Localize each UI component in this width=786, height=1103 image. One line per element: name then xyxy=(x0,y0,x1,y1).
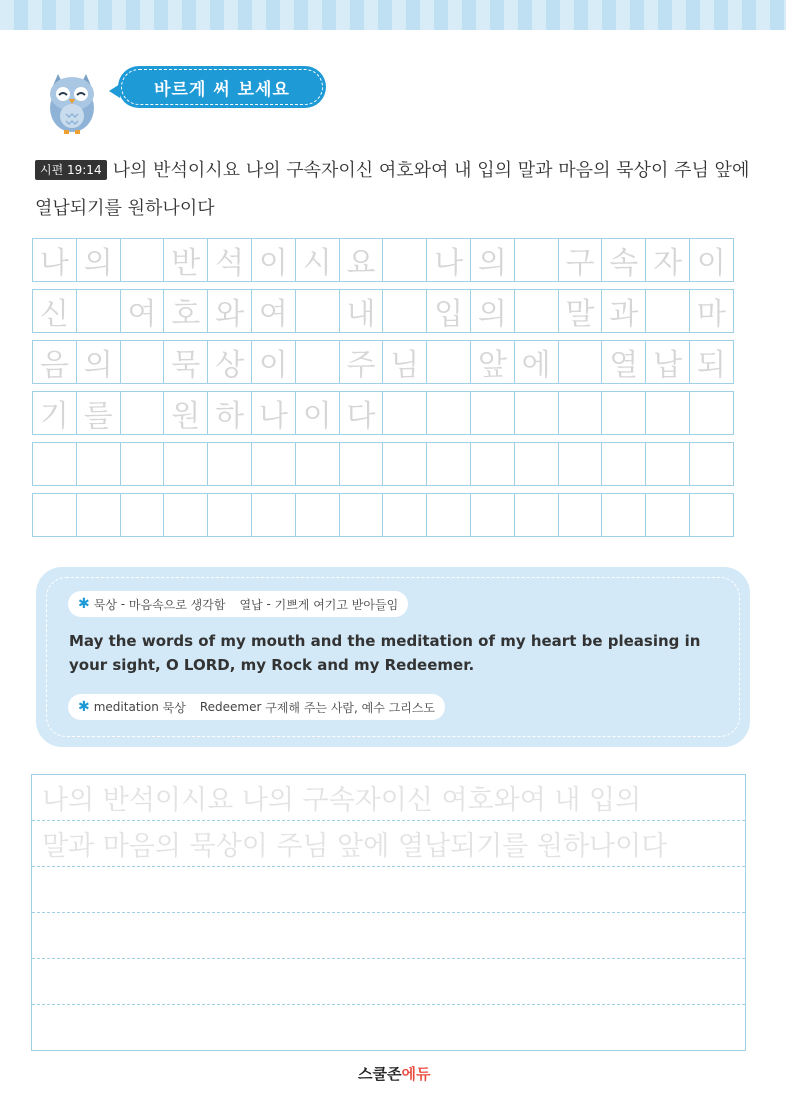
writing-line[interactable] xyxy=(32,867,745,913)
grid-cell[interactable] xyxy=(514,391,559,435)
grid-cell[interactable] xyxy=(426,442,471,486)
grid-cell[interactable] xyxy=(689,391,734,435)
grid-row xyxy=(32,493,733,537)
grid-cell[interactable]: 납 xyxy=(645,340,690,384)
grid-cell[interactable] xyxy=(32,442,77,486)
grid-cell[interactable]: 입 xyxy=(426,289,471,333)
grid-cell[interactable] xyxy=(120,442,165,486)
grid-cell[interactable] xyxy=(295,493,340,537)
grid-cell[interactable]: 의 xyxy=(470,289,515,333)
grid-cell[interactable] xyxy=(601,493,646,537)
grid-cell[interactable] xyxy=(382,442,427,486)
writing-line[interactable]: 나의 반석이시요 나의 구속자이신 여호와여 내 입의 xyxy=(32,775,745,821)
grid-row xyxy=(32,340,733,384)
grid-cell[interactable] xyxy=(120,391,165,435)
grid-row xyxy=(32,391,733,435)
grid-cell[interactable]: 호 xyxy=(163,289,208,333)
grid-cell[interactable]: 과 xyxy=(601,289,646,333)
grid-cell[interactable]: 음 xyxy=(32,340,77,384)
grid-cell[interactable] xyxy=(295,340,340,384)
grid-cell[interactable]: 나 xyxy=(32,238,77,282)
grid-cell[interactable] xyxy=(76,442,121,486)
grid-cell[interactable]: 요 xyxy=(339,238,384,282)
grid-cell[interactable]: 자 xyxy=(645,238,690,282)
verse-text: 나의 반석이시요 나의 구속자이신 여호와여 내 입의 말과 마음의 묵상이 주님 앞에 열납되기를 원하나이다 xyxy=(35,160,750,219)
verse-text-block xyxy=(35,152,755,228)
grid-cell[interactable]: 이 xyxy=(295,391,340,435)
verse-reference-badge: 시편 19:14 xyxy=(35,160,107,180)
grid-row xyxy=(32,289,733,333)
grid-cell[interactable] xyxy=(339,442,384,486)
asterisk-icon: ✱ xyxy=(78,596,90,612)
vocabulary-note-box xyxy=(36,567,750,747)
grid-cell[interactable] xyxy=(120,340,165,384)
writing-line[interactable] xyxy=(32,959,745,1005)
grid-cell[interactable]: 반 xyxy=(163,238,208,282)
asterisk-icon: ✱ xyxy=(78,699,90,715)
vocab-meaning: 마음속으로 생각함 xyxy=(128,597,226,612)
grid-cell[interactable] xyxy=(295,289,340,333)
grid-cell[interactable]: 하 xyxy=(207,391,252,435)
grid-cell[interactable] xyxy=(514,493,559,537)
lined-writing-area xyxy=(31,774,746,1051)
grid-cell[interactable] xyxy=(339,493,384,537)
writing-grid xyxy=(32,238,733,544)
grid-cell[interactable] xyxy=(207,442,252,486)
grid-cell[interactable] xyxy=(645,442,690,486)
grid-cell[interactable]: 다 xyxy=(339,391,384,435)
vocab-term: Redeemer xyxy=(199,700,262,714)
grid-cell[interactable]: 상 xyxy=(207,340,252,384)
grid-cell[interactable] xyxy=(251,442,296,486)
vocab-term: 묵상 xyxy=(93,597,117,612)
grid-cell[interactable] xyxy=(426,340,471,384)
grid-cell[interactable]: 속 xyxy=(601,238,646,282)
english-verse: May the words of my mouth and the meditation of my heart be pleasing in your sight, O LORD, my Rock and my Redeemer. xyxy=(69,632,701,674)
grid-cell[interactable] xyxy=(558,391,603,435)
grid-cell[interactable] xyxy=(514,289,559,333)
grid-cell[interactable]: 내 xyxy=(339,289,384,333)
grid-cell[interactable] xyxy=(689,493,734,537)
grid-cell[interactable] xyxy=(645,493,690,537)
grid-cell[interactable] xyxy=(470,493,515,537)
grid-cell[interactable] xyxy=(382,391,427,435)
grid-cell[interactable]: 의 xyxy=(76,340,121,384)
grid-cell[interactable] xyxy=(76,493,121,537)
grid-cell[interactable] xyxy=(470,391,515,435)
grid-cell[interactable]: 주 xyxy=(339,340,384,384)
grid-cell[interactable]: 이 xyxy=(689,238,734,282)
grid-cell[interactable] xyxy=(120,238,165,282)
english-vocab-pill xyxy=(68,694,445,720)
grid-row xyxy=(32,442,733,486)
korean-vocab-pill: ✱ 묵상 - 마음속으로 생각함 열납 - 기쁘게 여기고 받아들임 xyxy=(68,591,408,617)
grid-cell[interactable]: 기 xyxy=(32,391,77,435)
grid-cell[interactable] xyxy=(514,442,559,486)
grid-cell[interactable]: 를 xyxy=(76,391,121,435)
grid-cell[interactable] xyxy=(689,442,734,486)
grid-cell[interactable] xyxy=(558,493,603,537)
logo-main: 스쿨존 xyxy=(358,1065,402,1083)
grid-cell[interactable]: 이 xyxy=(251,238,296,282)
grid-cell[interactable] xyxy=(32,493,77,537)
writing-line[interactable]: 말과 마음의 묵상이 주님 앞에 열납되기를 원하나이다 xyxy=(32,821,745,867)
grid-cell[interactable] xyxy=(558,340,603,384)
grid-cell[interactable]: 되 xyxy=(689,340,734,384)
grid-cell[interactable] xyxy=(426,391,471,435)
grid-cell[interactable]: 여 xyxy=(120,289,165,333)
grid-cell[interactable] xyxy=(645,289,690,333)
grid-cell[interactable] xyxy=(76,289,121,333)
grid-row xyxy=(32,238,733,282)
top-stripe-decoration xyxy=(0,0,786,30)
vocab-meaning: 묵상 xyxy=(162,700,186,715)
grid-cell[interactable] xyxy=(163,493,208,537)
grid-cell[interactable]: 석 xyxy=(207,238,252,282)
grid-cell[interactable]: 여 xyxy=(251,289,296,333)
schoolzone-logo xyxy=(358,1063,430,1084)
grid-cell[interactable] xyxy=(382,238,427,282)
grid-cell[interactable]: 나 xyxy=(251,391,296,435)
writing-line[interactable] xyxy=(32,1005,745,1051)
title-speech-bubble xyxy=(118,66,326,108)
grid-cell[interactable]: 묵 xyxy=(163,340,208,384)
grid-cell[interactable]: 님 xyxy=(382,340,427,384)
grid-cell[interactable]: 이 xyxy=(251,340,296,384)
grid-cell[interactable]: 신 xyxy=(32,289,77,333)
grid-cell[interactable]: 와 xyxy=(207,289,252,333)
grid-cell[interactable] xyxy=(514,238,559,282)
grid-cell[interactable]: 의 xyxy=(470,238,515,282)
grid-cell[interactable] xyxy=(120,493,165,537)
writing-line[interactable] xyxy=(32,913,745,959)
grid-cell[interactable]: 말 xyxy=(558,289,603,333)
grid-cell[interactable] xyxy=(382,289,427,333)
grid-cell[interactable]: 마 xyxy=(689,289,734,333)
grid-cell[interactable] xyxy=(558,442,603,486)
grid-cell[interactable] xyxy=(645,391,690,435)
grid-cell[interactable]: 열 xyxy=(601,340,646,384)
grid-cell[interactable]: 원 xyxy=(163,391,208,435)
grid-cell[interactable] xyxy=(207,493,252,537)
grid-cell[interactable] xyxy=(601,442,646,486)
grid-cell[interactable] xyxy=(470,442,515,486)
vocab-meaning: 기쁘게 여기고 받아들임 xyxy=(274,597,399,612)
grid-cell[interactable]: 앞 xyxy=(470,340,515,384)
vocab-term: meditation xyxy=(93,700,159,714)
grid-cell[interactable]: 시 xyxy=(295,238,340,282)
page-title: 바르게 써 보세요 xyxy=(154,79,290,100)
grid-cell[interactable] xyxy=(163,442,208,486)
owl-mascot-icon xyxy=(40,68,104,134)
logo-accent: 에듀 xyxy=(401,1065,431,1083)
grid-cell[interactable] xyxy=(382,493,427,537)
grid-cell[interactable]: 구 xyxy=(558,238,603,282)
grid-cell[interactable]: 나 xyxy=(426,238,471,282)
grid-cell[interactable] xyxy=(251,493,296,537)
grid-cell[interactable]: 에 xyxy=(514,340,559,384)
grid-cell[interactable] xyxy=(601,391,646,435)
vocab-meaning: 구제해 주는 사람, 예수 그리스도 xyxy=(265,700,436,715)
grid-cell[interactable] xyxy=(295,442,340,486)
grid-cell[interactable]: 의 xyxy=(76,238,121,282)
vocab-term: 열납 xyxy=(239,597,263,612)
grid-cell[interactable] xyxy=(426,493,471,537)
